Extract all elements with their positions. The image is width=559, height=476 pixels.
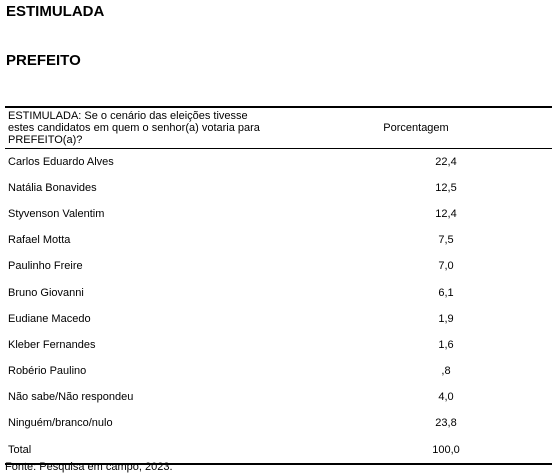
row-value: 1,9 [438,312,454,325]
table-row [5,254,552,280]
row-value: 7,0 [438,260,454,273]
results-table [5,106,552,465]
row-value: 12,5 [435,181,457,194]
row-value: 6,1 [438,286,454,299]
row-value: 1,6 [438,338,454,351]
row-label: Bruno Giovanni [8,286,84,299]
row-label: Carlos Eduardo Alves [8,155,114,168]
row-label: Não sabe/Não respondeu [8,391,134,404]
row-label: Ninguém/branco/nulo [8,417,113,430]
source-note: Fonte: Pesquisa em campo, 2023. [5,461,173,473]
table-row [5,359,552,385]
row-value: 7,5 [438,234,454,247]
section-title: ESTIMULADA [6,3,105,20]
row-value: 4,0 [438,391,454,404]
section-subtitle: PREFEITO [6,52,81,69]
row-label: Paulinho Freire [8,260,83,273]
table-row [5,306,552,332]
row-label: Natália Bonavides [8,181,97,194]
total-label: Total [8,443,32,456]
table-header-row [5,107,552,149]
table-row [5,280,552,306]
total-value: 100,0 [432,443,460,456]
row-label: Rafael Motta [8,234,71,247]
row-value: 12,4 [435,207,457,220]
table-row [5,149,552,176]
percentage-header: Porcentagem [280,107,552,149]
table-row [5,175,552,201]
row-label: Robério Paulino [8,365,87,378]
question-header: ESTIMULADA: Se o cenário das eleições tivesse estes candidatos em quem o senhor(a) votaria para PREFEITO(a)? [5,107,280,149]
row-label: Kleber Fernandes [8,338,96,351]
row-value: 22,4 [435,155,457,168]
row-value: 23,8 [435,417,457,430]
row-label: Eudiane Macedo [8,312,91,325]
table-row [5,228,552,254]
table-row [5,411,552,437]
table-row [5,201,552,227]
table-row [5,332,552,358]
row-label: Styvenson Valentim [8,207,105,220]
row-value: ,8 [441,365,451,378]
table-row [5,385,552,411]
